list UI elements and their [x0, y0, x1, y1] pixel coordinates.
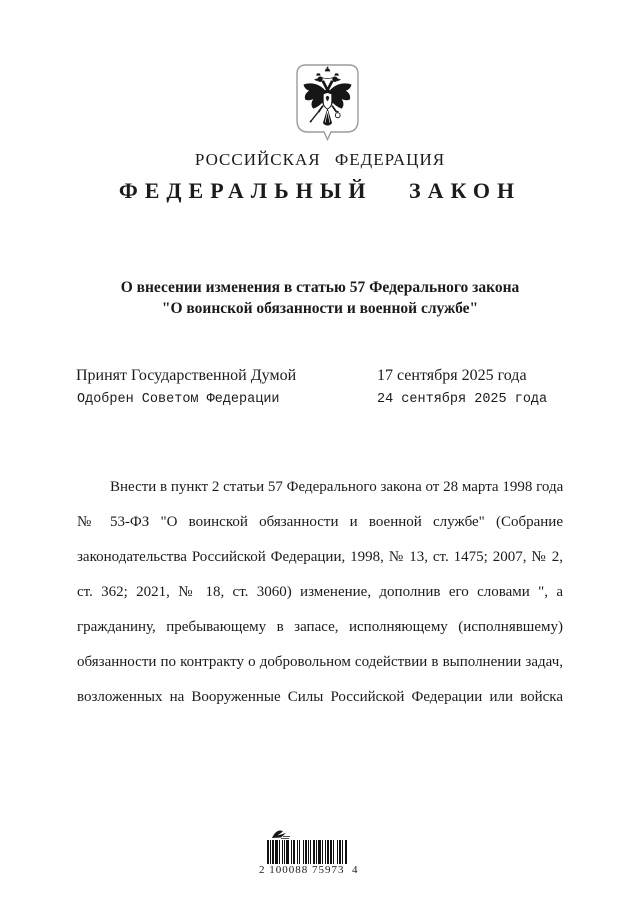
- council-approval-date: 24 сентября 2025 года: [377, 392, 548, 407]
- signature-scribble-icon: [271, 829, 292, 840]
- russian-coat-of-arms-icon: [293, 62, 362, 142]
- barcode-digits: 2 100088 75973 4: [259, 864, 359, 876]
- duma-adoption-date: 17 сентября 2025 года: [377, 367, 527, 384]
- body-line: обязанности по контракту о добровольном содействии в выполнении задач,: [77, 654, 563, 670]
- body-line: Внести в пункт 2 статьи 57 Федерального закона от 28 марта 1998 года: [110, 479, 564, 495]
- duma-adoption-label: Принят Государственной Думой: [76, 367, 297, 384]
- law-subject-title-line1: О внесении изменения в статью 57 Федерального закона: [120, 279, 520, 296]
- country-heading: РОССИЙСКАЯ ФЕДЕРАЦИЯ: [194, 150, 446, 169]
- body-line: гражданину, пребывающему в запасе, исполняющему (исполнявшему): [77, 619, 563, 635]
- law-body-paragraph: [77, 470, 563, 715]
- council-approval-label: Одобрен Советом Федерации: [77, 392, 280, 407]
- body-line: законодательства Российской Федерации, 1998, № 13, ст. 1475; 2007, № 2,: [77, 549, 563, 565]
- body-line: № 53-ФЗ "О воинской обязанности и военной службе" (Собрание: [77, 514, 563, 530]
- body-line: ст. 362; 2021, № 18, ст. 3060) изменение, дополнив его словами ", а: [77, 584, 563, 600]
- body-line: возложенных на Вооруженные Силы Российской Федерации или войска: [77, 689, 563, 705]
- law-subject-title: [0, 277, 640, 319]
- law-subject-title-line2: "О воинской обязанности и военной службе": [161, 300, 479, 317]
- document-type-heading: ФЕДЕРАЛЬНЫЙ ЗАКОН: [118, 178, 522, 203]
- ean-barcode-icon: [267, 840, 347, 864]
